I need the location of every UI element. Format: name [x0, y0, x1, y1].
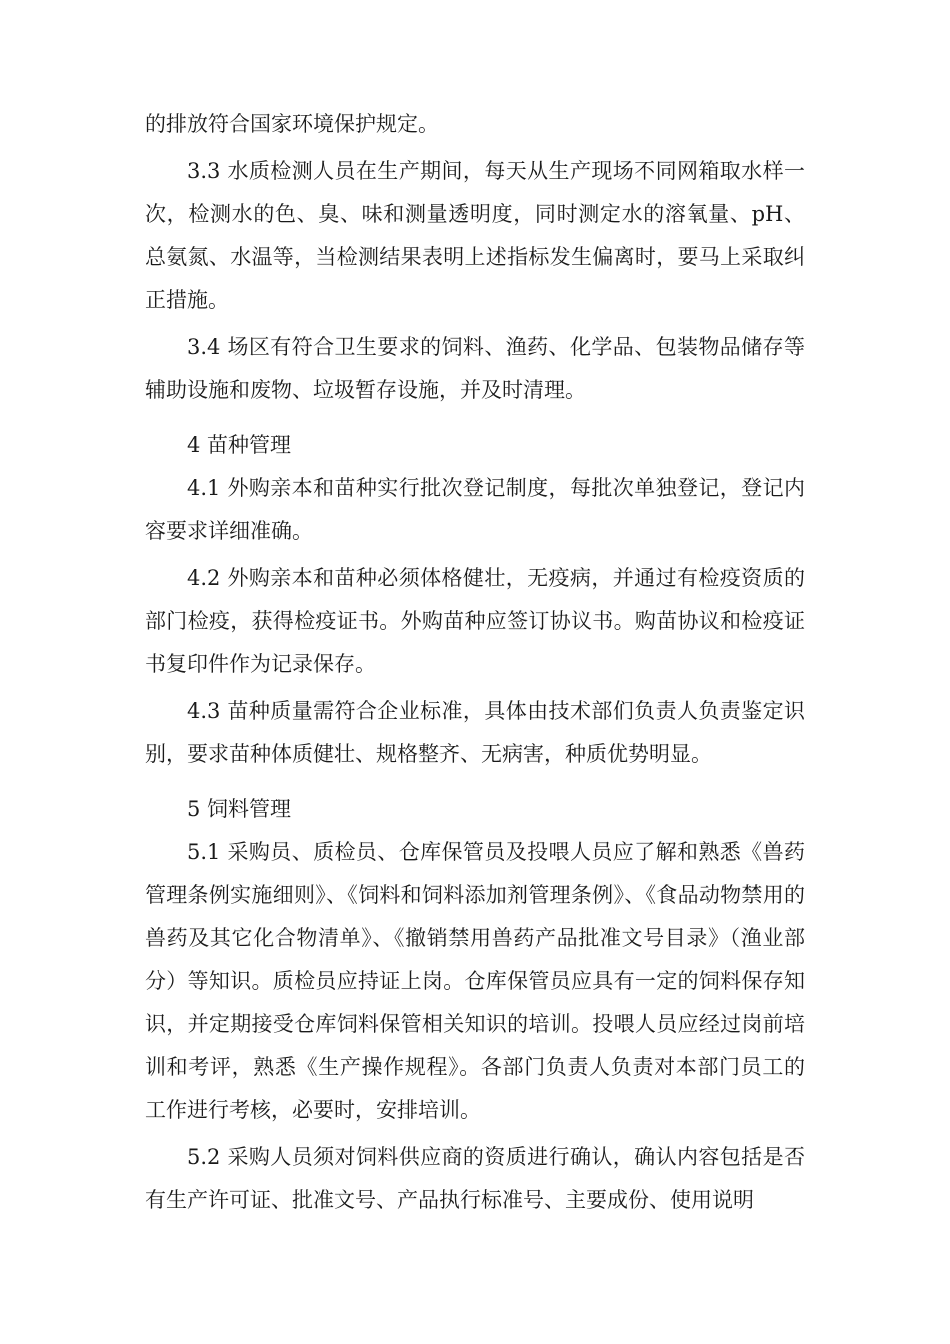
- document-body: [145, 103, 805, 1222]
- paragraph-4-1: 4.1 外购亲本和苗种实行批次登记制度，每批次单独登记，登记内容要求详细准确。: [145, 476, 805, 543]
- section-heading-5: 5 饲料管理: [187, 797, 292, 821]
- paragraph-5-2: 5.2 采购人员须对饲料供应商的资质进行确认，确认内容包括是否有生产许可证、批准文号、产品执行标准号、主要成份、使用说明: [145, 1145, 805, 1212]
- paragraph-4-3: 4.3 苗种质量需符合企业标准，具体由技术部们负责人负责鉴定识别，要求苗种体质健壮、规格整齐、无病害，种质优势明显。: [145, 699, 805, 766]
- paragraph-5-1: 5.1 采购员、质检员、仓库保管员及投喂人员应了解和熟悉《兽药管理条例实施细则》、《饲料和饲料添加剂管理条例》、《食品动物禁用的兽药及其它化合物清单》、《撤销禁用兽药产品批准文号目录》（渔业部分）等知识。质检员应持证上岗。仓库保管员应具有一定的饲料保存知识，并定期接受仓库饲料保管相关知识的培训。投喂人员应经过岗前培训和考评，熟悉《生产操作规程》。各部门负责人负责对本部门员工的工作进行考核，必要时，安排培训。: [145, 840, 805, 1122]
- paragraph-continuation: 的排放符合国家环境保护规定。: [145, 112, 439, 136]
- paragraph-3-4: 3.4 场区有符合卫生要求的饲料、渔药、化学品、包装物品储存等辅助设施和废物、垃圾暂存设施，并及时清理。: [145, 335, 805, 402]
- paragraph-3-3: 3.3 水质检测人员在生产期间，每天从生产现场不同网箱取水样一次，检测水的色、臭、味和测量透明度，同时测定水的溶氧量、pH、总氨氮、水温等，当检测结果表明上述指标发生偏离时，要马上采取纠正措施。: [145, 159, 805, 312]
- section-heading-4: 4 苗种管理: [187, 433, 292, 457]
- paragraph-4-2: 4.2 外购亲本和苗种必须体格健壮，无疫病，并通过有检疫资质的部门检疫，获得检疫证书。外购苗种应签订协议书。购苗协议和检疫证书复印件作为记录保存。: [145, 566, 805, 676]
